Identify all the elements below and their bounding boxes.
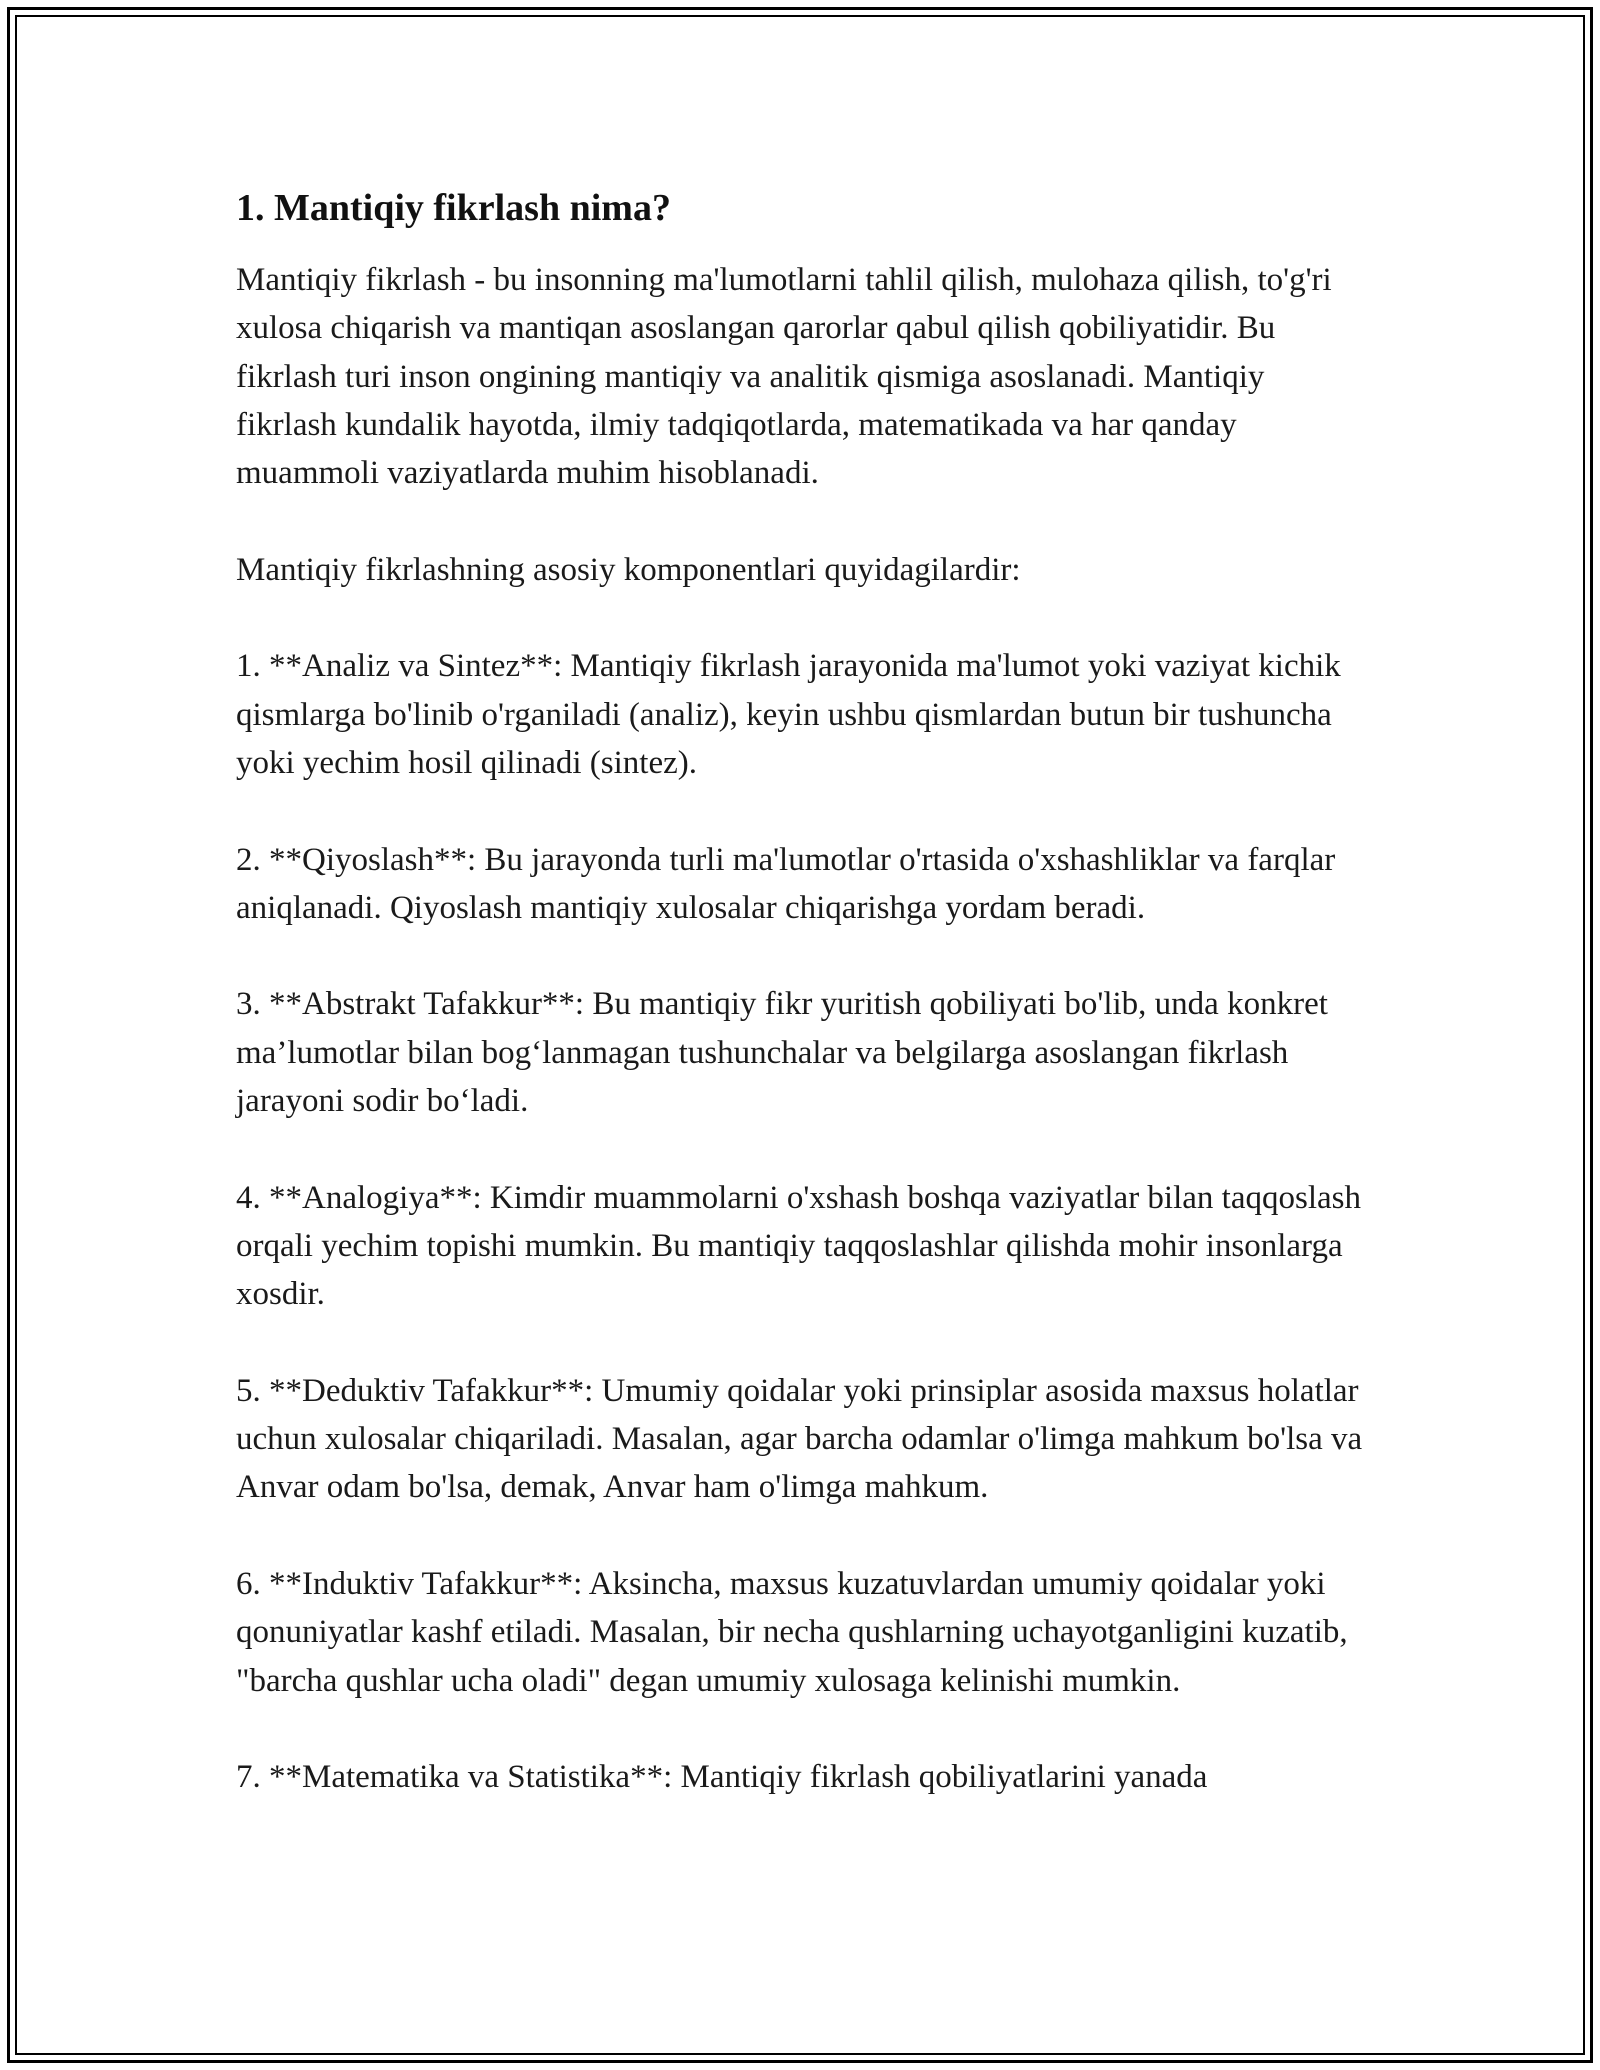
paragraph-gap — [236, 1512, 1366, 1560]
paragraph-gap — [236, 594, 1366, 642]
paragraph-gap — [236, 932, 1366, 980]
document-body — [236, 184, 1366, 1802]
list-item-comparison: 2. **Qiyoslash**: Bu jarayonda turli ma'lumotlar o'rtasida o'xshashliklar va farqlar aniqlanadi. Qiyoslash mantiqiy xulosalar chiqarishga yordam beradi. — [236, 841, 1336, 926]
list-item-inductive-thinking: 6. **Induktiv Tafakkur**: Aksincha, maxsus kuzatuvlardan umumiy qoidalar yoki qonuniyatlar kashf etiladi. Masalan, bir necha qushlarning uchayotganligini kuzatib, "barcha qushlar ucha oladi" degan umumiy xulosaga kelinishi mumkin. — [236, 1566, 1348, 1699]
list-item-math-statistics: 7. **Matematika va Statistika**: Mantiqiy fikrlash qobiliyatlarini yanada — [236, 1759, 1208, 1796]
page-title: 1. Mantiqiy fikrlash nima? — [236, 187, 671, 229]
list-item-deductive-thinking: 5. **Deduktiv Tafakkur**: Umumiy qoidalar yoki prinsiplar asosida maxsus holatlar uchun xulosalar chiqariladi. Masalan, agar barcha odamlar o'limga mahkum bo'lsa va Anvar odam bo'lsa, demak, Anvar ham o'limga mahkum. — [236, 1372, 1363, 1506]
list-item-analysis-synthesis: 1. **Analiz va Sintez**: Mantiqiy fikrlash jarayonida ma'lumot yoki vaziyat kichik qismlarga bo'linib o'rganiladi (analiz), keyin ushbu qismlardan butun bir tushuncha yoki yechim hosil qilinadi (sintez). — [236, 648, 1341, 781]
paragraph-gap — [236, 1705, 1366, 1753]
components-intro: Mantiqiy fikrlashning asosiy komponentlari quyidagilardir: — [236, 551, 1021, 588]
intro-paragraph: Mantiqiy fikrlash - bu insonning ma'lumotlarni tahlil qilish, mulohaza qilish, to'g'ri xulosa chiqarish va mantiqan asoslangan qarorlar qabul qilish qobiliyatidir. Bu fikrlash turi inson ongining mantiqiy va analitik qismiga asoslanadi. Mantiqiy fikrlash kundalik hayotda, ilmiy tadqiqotlarda, matematikada va har qanday muammoli vaziyatlarda muhim hisoblanadi. — [236, 262, 1332, 492]
paragraph-gap — [236, 1319, 1366, 1367]
paragraph-gap — [236, 497, 1366, 545]
paragraph-gap — [236, 1125, 1366, 1173]
paragraph-gap — [236, 787, 1366, 835]
list-item-analogy: 4. **Analogiya**: Kimdir muammolarni o'xshash boshqa vaziyatlar bilan taqqoslash orqali yechim topishi mumkin. Bu mantiqiy taqqoslashlar qilishda mohir insonlarga xosdir. — [236, 1179, 1361, 1313]
list-item-abstract-thinking: 3. **Abstrakt Tafakkur**: Bu mantiqiy fikr yuritish qobiliyati bo'lib, unda konkret ma’lumotlar bilan bog‘lanmagan tushunchalar va belgilarga asoslangan fikrlash jarayoni sodir bo‘ladi. — [236, 986, 1328, 1120]
